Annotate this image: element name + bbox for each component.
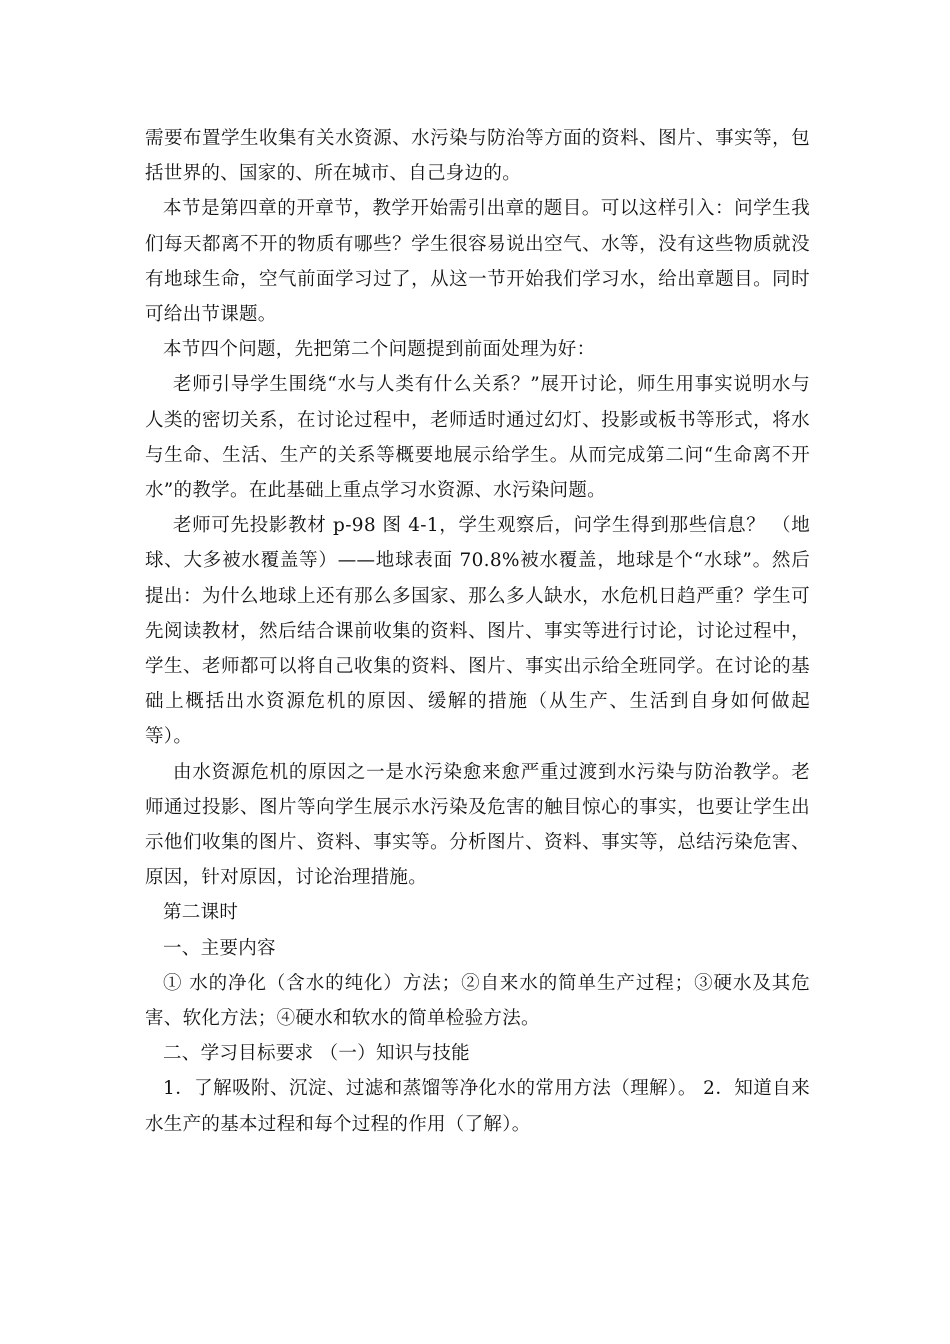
- paragraph-preparation: 需要布置学生收集有关水资源、水污染与防治等方面的资料、图片、事实等，包括世界的、国家的、所在城市、自己身边的。: [145, 128, 810, 185]
- paragraph-chapter-intro: 本节是第四章的开章节，教学开始需引出章的题目。可以这样引入：问学生我们每天都离不开的物质有哪些？学生很容易说出空气、水等，没有这些物质就没有地球生命，空气前面学习过了，从这一节开始我们学习水，给出章题目。同时可给出节课题。: [145, 198, 810, 326]
- paragraph-water-pollution: 由水资源危机的原因之一是水污染愈来愈严重过渡到水污染与防治教学。老师通过投影、图片等向学生展示水污染及危害的触目惊心的事实，也要让学生出示他们收集的图片、资料、事实等。分析图片、资料、事实等，总结污染危害、原因，针对原因，讨论治理措施。: [145, 761, 810, 889]
- document-body: [145, 121, 810, 1142]
- paragraph-learning-goals-list: 1．了解吸附、沉淀、过滤和蒸馏等净化水的常用方法（理解）。 2．知道自来水生产的基本过程和每个过程的作用（了解）。: [145, 1078, 810, 1135]
- section-heading-second-lesson: 第二课时: [163, 902, 239, 924]
- paragraph-main-content-list: ① 水的净化（含水的纯化）方法；②自来水的简单生产过程；③硬水及其危害、软化方法；④硬水和软水的简单检验方法。: [145, 972, 810, 1030]
- paragraph-water-and-humans: 老师引导学生围绕“水与人类有什么关系？”展开讨论，师生用事实说明水与人类的密切关系，在讨论过程中，老师适时通过幻灯、投影或板书等形式，将水与生命、生活、生产的关系等概要地展示给学生。从而完成第二问“生命离不开水”的教学。在此基础上重点学习水资源、水污染问题。: [145, 374, 810, 502]
- section-heading-main-content: 一、主要内容: [163, 937, 276, 959]
- paragraph-four-questions: 本节四个问题，先把第二个问题提到前面处理为好：: [163, 339, 596, 361]
- paragraph-water-resources: 老师可先投影教材 p-98 图 4-1，学生观察后，问学生得到那些信息？ （地球、大多被水覆盖等）——地球表面 70.8%被水覆盖，地球是个“水球”。然后提出：为什么地球上还有那么多国家、那么多人缺水，水危机日趋严重？学生可先阅读教材，然后结合课前收集的资料、图片、事实等进行讨论，讨论过程中，学生、老师都可以将自己收集的资料、图片、事实出示给全班同学。在讨论的基础上概括出水资源危机的原因、缓解的措施（从生产、生活到自身如何做起等）。: [145, 515, 810, 748]
- section-heading-learning-goals: 二、学习目标要求 （一）知识与技能: [163, 1043, 470, 1065]
